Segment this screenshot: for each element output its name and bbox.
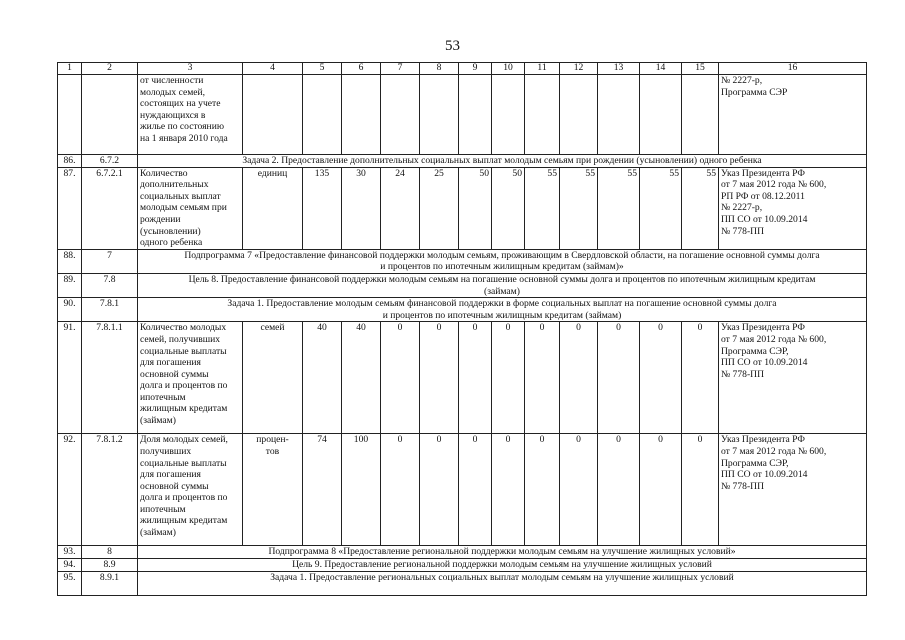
indicator-table: [57, 62, 867, 596]
value-cell: 55: [682, 167, 719, 249]
value-cell: 40: [303, 322, 342, 434]
value-cell: 0: [492, 434, 525, 546]
row-code: 8: [82, 546, 138, 559]
value-cell: 55: [598, 167, 640, 249]
row-code: 7.8.1: [82, 298, 138, 322]
subprogram-heading: Подпрограмма 7 «Предоставление финансовой поддержки молодым семьям, проживающим в Свердловской области, на погашение основной суммы долга и процентов по ипотечным жилищным кредитам (займам)»: [138, 249, 867, 273]
indicator-name-cell: Количество дополнительных социальных выплат молодым семьям при рождении (усыновлении) одного ребенка: [138, 167, 243, 249]
header-cell: 16: [719, 63, 867, 75]
subprogram-heading: Подпрограмма 8 «Предоставление региональной поддержки молодым семьям на улучшение жилищных условий»: [138, 546, 867, 559]
header-cell: 12: [560, 63, 598, 75]
value-cell: 0: [598, 322, 640, 434]
row-number: 90.: [58, 298, 82, 322]
indicator-name-cell: от численности молодых семей, состоящих на учете нуждающихся в жилье по состоянию на 1 января 2010 года: [138, 75, 243, 155]
row-code: 6.7.2.1: [82, 167, 138, 249]
row-number: 87.: [58, 167, 82, 249]
row-number: 93.: [58, 546, 82, 559]
header-cell: 8: [420, 63, 459, 75]
unit-cell: процен- тов: [243, 434, 303, 546]
value-cell: 24: [381, 167, 420, 249]
value-cell: 0: [459, 434, 492, 546]
value-cell: 25: [420, 167, 459, 249]
source-cell: Указ Президента РФ от 7 мая 2012 года № 600, Программа СЭР, ПП СО от 10.09.2014 № 778-ПП: [719, 322, 867, 434]
value-cell: 0: [640, 434, 682, 546]
value-cell: 0: [525, 434, 560, 546]
task-heading: Задача 1. Предоставление региональных социальных выплат молодым семьям на улучшение жилищных условий: [138, 571, 867, 595]
value-cell: 0: [420, 434, 459, 546]
row-code: 7.8.1.1: [82, 322, 138, 434]
value-cell: 0: [492, 322, 525, 434]
value-cell: 135: [303, 167, 342, 249]
table-row: [58, 249, 867, 273]
value-cell: 50: [459, 167, 492, 249]
table-row: [58, 322, 867, 434]
row-code: 7.8.1.2: [82, 434, 138, 546]
header-cell: 14: [640, 63, 682, 75]
goal-heading: Цель 8. Предоставление финансовой поддержки молодым семьям на погашение основной суммы долга и процентов по ипотечным жилищным кредитам (займам): [138, 273, 867, 297]
header-cell: 5: [303, 63, 342, 75]
table-row: [58, 155, 867, 168]
value-cell: 30: [342, 167, 381, 249]
value-cell: 55: [560, 167, 598, 249]
row-number: 95.: [58, 571, 82, 595]
value-cell: 0: [598, 434, 640, 546]
source-cell: № 2227-р, Программа СЭР: [719, 75, 867, 155]
task-heading: Задача 2. Предоставление дополнительных социальных выплат молодым семьям при рождении (усыновлении) одного ребенка: [138, 155, 867, 168]
row-number: 91.: [58, 322, 82, 434]
row-number: 88.: [58, 249, 82, 273]
source-cell: Указ Президента РФ от 7 мая 2012 года № 600, Программа СЭР, ПП СО от 10.09.2014 № 778-ПП: [719, 434, 867, 546]
value-cell: 55: [525, 167, 560, 249]
value-cell: 0: [560, 434, 598, 546]
row-code: 6.7.2: [82, 155, 138, 168]
unit-cell: семей: [243, 322, 303, 434]
table-row: [58, 434, 867, 546]
value-cell: 0: [560, 322, 598, 434]
value-cell: 0: [381, 322, 420, 434]
header-cell: 13: [598, 63, 640, 75]
goal-heading: Цель 9. Предоставление региональной поддержки молодым семьям на улучшение жилищных условий: [138, 558, 867, 571]
value-cell: 0: [682, 322, 719, 434]
task-heading: Задача 1. Предоставление молодым семьям финансовой поддержки в форме социальных выплат на погашение основной суммы долга и процентов по ипотечным жилищным кредитам (займам): [138, 298, 867, 322]
page-number: 53: [445, 38, 460, 54]
value-cell: 100: [342, 434, 381, 546]
value-cell: 55: [640, 167, 682, 249]
value-cell: 0: [525, 322, 560, 434]
row-code: 7.8: [82, 273, 138, 297]
row-code: 7: [82, 249, 138, 273]
row-number: 94.: [58, 558, 82, 571]
header-cell: 10: [492, 63, 525, 75]
value-cell: 0: [381, 434, 420, 546]
value-cell: 74: [303, 434, 342, 546]
row-number: 86.: [58, 155, 82, 168]
value-cell: 0: [459, 322, 492, 434]
value-cell: 0: [420, 322, 459, 434]
header-cell: 1: [58, 63, 82, 75]
table-row: [58, 298, 867, 322]
header-cell: 9: [459, 63, 492, 75]
header-cell: 2: [82, 63, 138, 75]
source-cell: Указ Президента РФ от 7 мая 2012 года № 600, РП РФ от 08.12.2011 № 2227-р, ПП СО от 10.09.2014 № 778-ПП: [719, 167, 867, 249]
table-header-row: [58, 63, 867, 75]
table-row: [58, 75, 867, 155]
header-cell: 11: [525, 63, 560, 75]
row-number: 92.: [58, 434, 82, 546]
row-number: 89.: [58, 273, 82, 297]
value-cell: 50: [492, 167, 525, 249]
table-row: [58, 273, 867, 297]
indicator-name-cell: Доля молодых семей, получивших социальные выплаты для погашения основной суммы долга и процентов по ипотечным жилищным кредитам (займам): [138, 434, 243, 546]
indicator-name-cell: Количество молодых семей, получивших социальные выплаты для погашения основной суммы долга и процентов по ипотечным жилищным кредитам (займам): [138, 322, 243, 434]
header-cell: 7: [381, 63, 420, 75]
header-cell: 3: [138, 63, 243, 75]
row-code: 8.9: [82, 558, 138, 571]
table-row: [58, 167, 867, 249]
header-cell: 6: [342, 63, 381, 75]
row-code: 8.9.1: [82, 571, 138, 595]
value-cell: 0: [682, 434, 719, 546]
header-cell: 4: [243, 63, 303, 75]
table-row: [58, 546, 867, 559]
table-row: [58, 571, 867, 595]
table-row: [58, 558, 867, 571]
header-cell: 15: [682, 63, 719, 75]
value-cell: 0: [640, 322, 682, 434]
value-cell: 40: [342, 322, 381, 434]
unit-cell: единиц: [243, 167, 303, 249]
